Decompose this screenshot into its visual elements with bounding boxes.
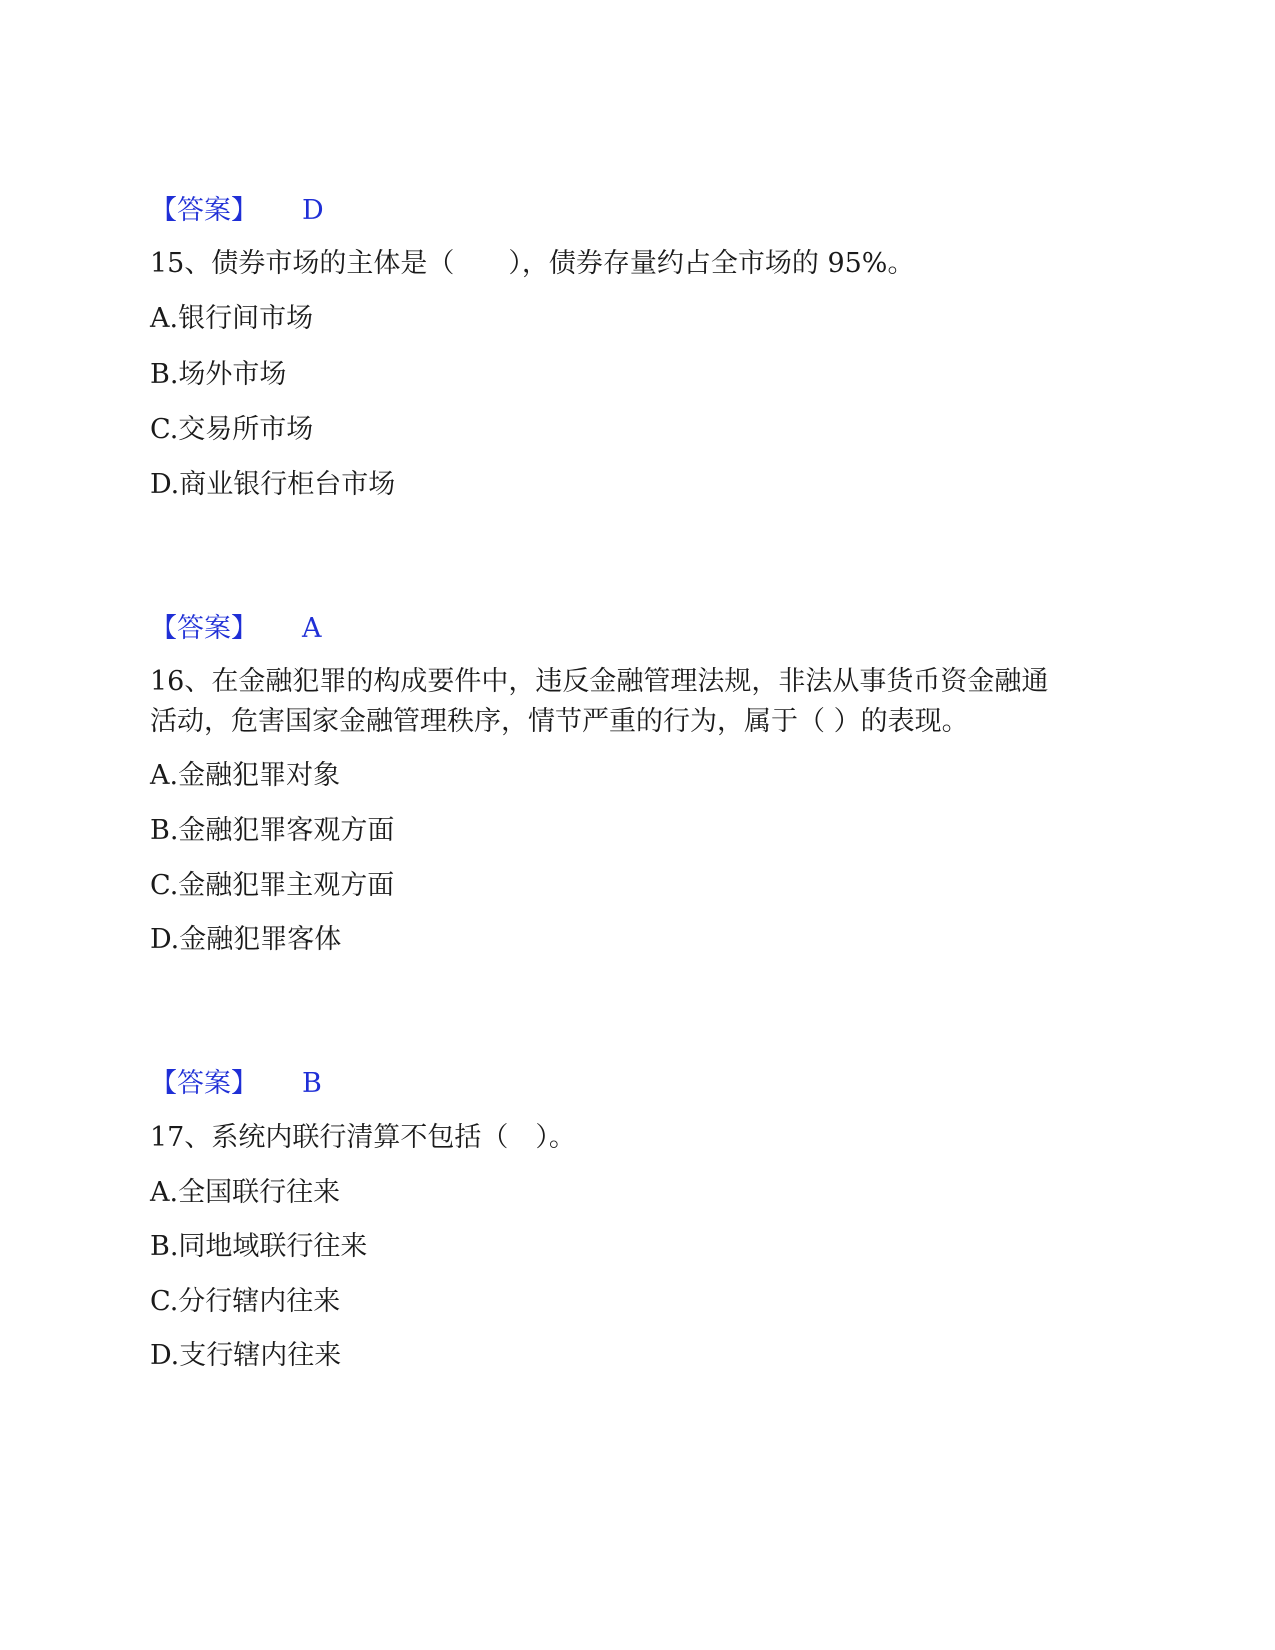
question-15: 15、债券市场的主体是（ ），债券存量约占全市场的 95%。 <box>150 248 915 279</box>
option-17-d: D.支行辖内往来 <box>150 1340 342 1371</box>
answer-line-1 <box>150 192 324 230</box>
option-15-a: A.银行间市场 <box>150 303 314 334</box>
answer-value: D <box>302 195 324 226</box>
answer-label: 【答案】 <box>150 1068 258 1099</box>
question-17: 17、系统内联行清算不包括（ ）。 <box>150 1122 576 1153</box>
answer-label: 【答案】 <box>150 195 258 226</box>
answer-value: A <box>302 613 322 644</box>
option-15-d: D.商业银行柜台市场 <box>150 469 396 500</box>
option-17-c: C.分行辖内往来 <box>150 1286 341 1317</box>
answer-line-3 <box>150 1065 322 1103</box>
answer-line-2 <box>150 610 322 648</box>
option-16-a: A.金融犯罪对象 <box>150 760 341 791</box>
question-16-line-1: 16、在金融犯罪的构成要件中，违反金融管理法规，非法从事货币资金融通 <box>150 666 1049 697</box>
question-16-line-2: 活动，危害国家金融管理秩序，情节严重的行为，属于（ ）的表现。 <box>150 706 969 737</box>
option-16-b: B.金融犯罪客观方面 <box>150 815 395 846</box>
option-16-c: C.金融犯罪主观方面 <box>150 870 395 901</box>
answer-label: 【答案】 <box>150 613 258 644</box>
option-17-a: A.全国联行往来 <box>150 1177 341 1208</box>
option-15-b: B.场外市场 <box>150 359 287 390</box>
option-17-b: B.同地域联行往来 <box>150 1231 368 1262</box>
option-15-c: C.交易所市场 <box>150 414 314 445</box>
option-16-d: D.金融犯罪客体 <box>150 924 342 955</box>
answer-value: B <box>302 1068 322 1099</box>
